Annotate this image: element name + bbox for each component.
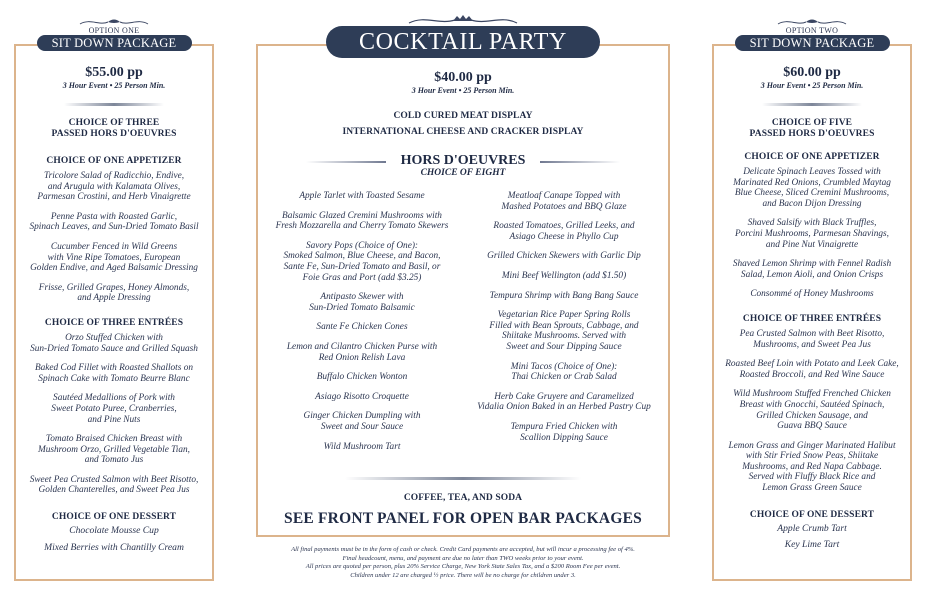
- dessert-list: [712, 524, 912, 551]
- menu-item-line: and Tomato Jus: [84, 455, 144, 466]
- price: $40.00 pp: [434, 70, 492, 85]
- menu-item: [262, 241, 462, 283]
- menu-item-line: Orzo Stuffed Chicken with: [65, 332, 163, 343]
- menu-item-line: Mushroom Orzo, Grilled Vegetable Tian,: [37, 444, 191, 455]
- option-label: OPTION TWO: [785, 26, 839, 35]
- menu-item-line: Sautéed Medallions of Pork with: [53, 393, 175, 404]
- menu-item-line: Mushrooms, and Red Napa Cabbage.: [742, 461, 882, 472]
- package-title: SIT DOWN PACKAGE: [37, 35, 192, 51]
- menu-item-line: Tempura Shrimp with Bang Bang Sauce: [489, 290, 639, 301]
- menu-item-line: and Apple Dressing: [77, 293, 151, 304]
- menu-item: [462, 221, 666, 242]
- event-terms: 3 Hour Event • 25 Person Min.: [411, 86, 515, 95]
- option-label: OPTION ONE: [88, 26, 140, 35]
- section-heading-entree: CHOICE OF THREE ENTRÉES: [742, 313, 882, 324]
- menu-item-line: Buffalo Chicken Wonton: [316, 372, 408, 383]
- menu-item-line: Roasted Tomatoes, Grilled Leeks, and: [493, 221, 635, 232]
- hors-list-left: [262, 191, 462, 452]
- menu-item-line: Shiitake Mushrooms. Served with: [501, 331, 627, 342]
- menu-item-line: with Stir Fried Snow Peas, Shiitake: [745, 451, 879, 462]
- right-content: [712, 65, 912, 551]
- menu-item-line: Grilled Chicken Skewers with Garlic Dip: [487, 251, 641, 262]
- footer-line: All final payments must be in the form of cash or check. Credit Card payments are accepted, but will incur a processing fee of 4%.: [291, 546, 635, 553]
- dessert-item: Key Lime Tart: [784, 539, 840, 551]
- menu-item-line: Mashed Potatoes and BBQ Glaze: [501, 201, 627, 212]
- left-banner: [14, 18, 214, 51]
- menu-item: [712, 359, 912, 380]
- menu-item: [462, 362, 666, 383]
- menu-item-line: Breast with Gnocchi, Sautéed Spinach,: [739, 399, 885, 410]
- menu-item-line: Balsamic Glazed Cremini Mushrooms with: [282, 210, 442, 221]
- menu-item-line: Tempura Fried Chicken with: [510, 421, 618, 432]
- menu-item-line: Ginger Chicken Dumpling with: [303, 411, 421, 422]
- menu-item-line: Penne Pasta with Roasted Garlic,: [50, 211, 178, 222]
- dessert-item: Apple Crumb Tart: [777, 522, 847, 534]
- divider: [345, 477, 581, 480]
- menu-item: [262, 342, 462, 363]
- menu-item-line: Asiago Risotto Croquette: [315, 391, 409, 402]
- menu-item-line: Served with Fluffy Black Rice and: [748, 472, 876, 483]
- menu-item: [462, 422, 666, 443]
- hors-heading: CHOICE OF FIVE: [771, 118, 853, 128]
- hors-heading: PASSED HORS D'OEUVRES: [51, 129, 177, 139]
- menu-item-line: Meatloaf Canape Topped with: [507, 191, 621, 201]
- flourish-ornament-icon: [776, 18, 848, 26]
- menu-item-line: Smoked Salmon, Blue Cheese, and Bacon,: [283, 251, 441, 262]
- menu-item: [14, 333, 214, 354]
- menu-item-line: Porcini Mushrooms, Parmesan Shavings,: [735, 228, 889, 239]
- menu-item-line: and Arugula with Kalamata Olives,: [47, 181, 181, 192]
- hors-heading: PASSED HORS D'OEUVRES: [749, 129, 875, 139]
- menu-item-line: Shaved Salsify with Black Truffles,: [747, 218, 877, 229]
- menu-item-line: Filled with Bean Sprouts, Cabbage, and: [489, 320, 639, 331]
- menu-item-line: Herb Cake Gruyere and Caramelized: [494, 391, 634, 402]
- menu-item-line: Shaved Lemon Shrimp with Fennel Radish: [732, 259, 892, 270]
- display-item: INTERNATIONAL CHEESE AND CRACKER DISPLAY: [342, 127, 584, 137]
- menu-item-line: Tomato Braised Chicken Breast with: [45, 434, 183, 445]
- menu-item: [14, 242, 214, 274]
- menu-item: [14, 363, 214, 384]
- event-terms: 3 Hour Event • 25 Person Min.: [760, 81, 864, 90]
- menu-item: [262, 211, 462, 232]
- dessert-list: [14, 526, 214, 553]
- menu-item: [712, 329, 912, 350]
- menu-item: [462, 251, 666, 262]
- menu-item: [262, 191, 462, 202]
- divider: [64, 103, 164, 106]
- menu-item: [712, 259, 912, 280]
- menu-item-line: Frisse, Grilled Grapes, Honey Almonds,: [38, 282, 190, 293]
- package-title: COCKTAIL PARTY: [326, 26, 600, 58]
- menu-item-line: Vegetarian Rice Paper Spring Rolls: [497, 310, 631, 321]
- menu-item-line: Grilled Chicken Sausage, and: [756, 410, 868, 421]
- menu-item-line: Cucumber Fenced in Wild Greens: [50, 241, 178, 252]
- menu-item-line: Consommé of Honey Mushrooms: [750, 289, 874, 300]
- title-rule-right: [540, 161, 620, 163]
- menu-item: [462, 191, 666, 212]
- menu-item: [712, 289, 912, 300]
- menu-item: [14, 475, 214, 496]
- menu-item: [14, 434, 214, 466]
- hors-list-right: [462, 191, 666, 443]
- menu-item-line: Baked Cod Fillet with Roasted Shallots on: [34, 363, 194, 374]
- menu-item-line: Sweet Pea Crusted Salmon with Beet Risotto,: [29, 474, 199, 485]
- menu-item-line: Sante Fe Chicken Cones: [316, 322, 408, 333]
- beverages-line: COFFEE, TEA, AND SODA: [403, 493, 523, 503]
- flourish-ornament-icon: [407, 14, 519, 26]
- menu-item: [712, 441, 912, 494]
- menu-item-line: Salad, Lemon Aioli, and Onion Crisps: [740, 269, 884, 280]
- menu-item: [462, 291, 666, 302]
- center-banner: [256, 14, 670, 58]
- menu-item-line: Sweet and Sour Dipping Sauce: [506, 341, 622, 352]
- price: $60.00 pp: [783, 65, 841, 80]
- section-heading-appetizer: CHOICE OF ONE APPETIZER: [46, 156, 182, 166]
- menu-item: [462, 392, 666, 413]
- appetizer-list: [712, 167, 912, 300]
- menu-item-line: Sante Fe, Sun-Dried Tomato and Basil, or: [283, 261, 441, 272]
- menu-item-line: Lemon and Cilantro Chicken Purse with: [286, 341, 438, 352]
- menu-item-line: Golden Endive, and Aged Balsamic Dressing: [30, 263, 198, 274]
- entree-list: [14, 333, 214, 496]
- menu-item-line: Scallion Dipping Sauce: [520, 432, 608, 443]
- event-terms: 3 Hour Event • 25 Person Min.: [62, 81, 166, 90]
- hors-heading: CHOICE OF THREE: [68, 118, 160, 128]
- menu-item: [462, 310, 666, 352]
- section-heading-appetizer: CHOICE OF ONE APPETIZER: [744, 152, 880, 162]
- open-bar-notice: SEE FRONT PANEL FOR OPEN BAR PACKAGES: [284, 510, 642, 527]
- hors-doeuvres-subtitle: CHOICE OF EIGHT: [420, 168, 506, 178]
- menu-item-line: Pea Crusted Salmon with Beet Risotto,: [739, 328, 885, 339]
- price: $55.00 pp: [85, 65, 143, 80]
- menu-item-line: Asiago Cheese in Phyllo Cup: [509, 231, 619, 242]
- divider: [762, 103, 862, 106]
- menu-item-line: Savory Pops (Choice of One):: [305, 240, 419, 251]
- menu-item-line: Wild Mushroom Tart: [323, 441, 401, 452]
- menu-item-line: Roasted Beef Loin with Potato and Leek Cake,: [725, 359, 899, 370]
- menu-item-line: Guava BBQ Sauce: [777, 421, 847, 432]
- menu-item-line: Sweet Potato Puree, Cranberries,: [51, 403, 177, 414]
- menu-item: [262, 392, 462, 403]
- menu-item-line: with Vine Ripe Tomatoes, European: [47, 252, 181, 263]
- menu-item-line: Sweet and Sour Sauce: [320, 421, 404, 432]
- menu-item-line: Lemon Grass Green Sauce: [762, 483, 862, 494]
- menu-item-line: Delicate Spinach Leaves Tossed with: [743, 167, 881, 177]
- menu-item-line: Thai Chicken or Crab Salad: [511, 372, 617, 383]
- menu-item-line: Blue Cheese, Sliced Cremini Mushrooms,: [734, 188, 890, 199]
- menu-item-line: Fresh Mozzarella and Cherry Tomato Skewers: [275, 221, 449, 232]
- menu-item: [262, 322, 462, 333]
- payment-terms-footer: [256, 546, 670, 580]
- menu-item-line: Red Onion Relish Lava: [318, 352, 406, 363]
- menu-item: [14, 393, 214, 425]
- menu-item-line: Lemon Grass and Ginger Marinated Halibut: [728, 440, 896, 451]
- package-title: SIT DOWN PACKAGE: [735, 35, 890, 51]
- section-heading-entree: CHOICE OF THREE ENTRÉES: [44, 317, 184, 328]
- menu-item-line: and Bacon Dijon Dressing: [762, 198, 862, 209]
- menu-item-line: Marinated Red Onions, Crumbled Maytag: [733, 177, 891, 188]
- menu-item: [14, 171, 214, 203]
- menu-item: [14, 212, 214, 233]
- title-rule-left: [306, 161, 386, 163]
- section-heading-dessert: CHOICE OF ONE DESSERT: [749, 509, 875, 520]
- menu-item-line: Spinach Leaves, and Sun-Dried Tomato Basil: [29, 222, 199, 233]
- menu-item-line: Sun-Dried Tomato Balsamic: [309, 302, 415, 313]
- menu-item: [712, 389, 912, 431]
- menu-item-line: and Pine Nuts: [87, 414, 141, 425]
- menu-item-line: Mushrooms, and Sweet Pea Jus: [753, 339, 871, 350]
- menu-item-line: Vidalia Onion Baked in an Herbed Pastry Cup: [477, 402, 651, 413]
- entree-list: [712, 329, 912, 494]
- flourish-ornament-icon: [78, 18, 150, 26]
- appetizer-list: [14, 171, 214, 304]
- menu-item-line: Wild Mushroom Stuffed Frenched Chicken: [733, 389, 891, 400]
- menu-item: [712, 218, 912, 250]
- menu-item-line: Tricolore Salad of Radicchio, Endive,: [43, 171, 185, 181]
- menu-item-line: and Pine Nut Vinaigrette: [765, 239, 859, 250]
- dessert-item: Mixed Berries with Chantilly Cream: [44, 541, 184, 553]
- menu-item: [262, 442, 462, 453]
- menu-item-line: Mini Tacos (Choice of One):: [510, 361, 618, 372]
- menu-item-line: Sun-Dried Tomato Sauce and Grilled Squash: [30, 343, 198, 354]
- footer-line: All prices are quoted per person, plus 20% Service Charge, New York State Sales Tax, and a $200 Room Fee per event.: [305, 563, 621, 571]
- footer-line: Children under 12 are charged ½ price. There will be no charge for children under 3.: [350, 571, 576, 579]
- menu-item-line: Golden Chanterelles, and Sweet Pea Jus: [38, 485, 190, 496]
- footer-line: Final headcount, menu, and payment are due no later than TWO weeks prior to your event.: [342, 554, 584, 562]
- menu-item: [262, 411, 462, 432]
- dessert-item: Chocolate Mousse Cup: [69, 525, 159, 537]
- menu-item: [262, 372, 462, 383]
- menu-item: [462, 271, 666, 282]
- menu-item-line: Foie Gras and Port (add $3.25): [302, 272, 422, 283]
- menu-item-line: Spinach Cake with Tomato Beurre Blanc: [38, 373, 190, 384]
- menu-item-line: Roasted Broccoli, and Red Wine Sauce: [739, 369, 885, 380]
- section-heading-dessert: CHOICE OF ONE DESSERT: [51, 512, 177, 523]
- menu-item: [262, 292, 462, 313]
- left-content: [14, 65, 214, 553]
- menu-item-line: Parmesan Crostini, and Herb Vinaigrette: [37, 192, 191, 203]
- hors-doeuvres-title: HORS D'OEUVRES: [400, 153, 526, 168]
- menu-item: [712, 167, 912, 209]
- menu-item-line: Antipasto Skewer with: [320, 292, 404, 303]
- menu-item: [14, 283, 214, 304]
- right-banner: [712, 18, 912, 51]
- menu-item-line: Mini Beef Wellington (add $1.50): [501, 270, 627, 281]
- display-item: COLD CURED MEAT DISPLAY: [393, 111, 533, 121]
- menu-item-line: Apple Tarlet with Toasted Sesame: [299, 191, 425, 201]
